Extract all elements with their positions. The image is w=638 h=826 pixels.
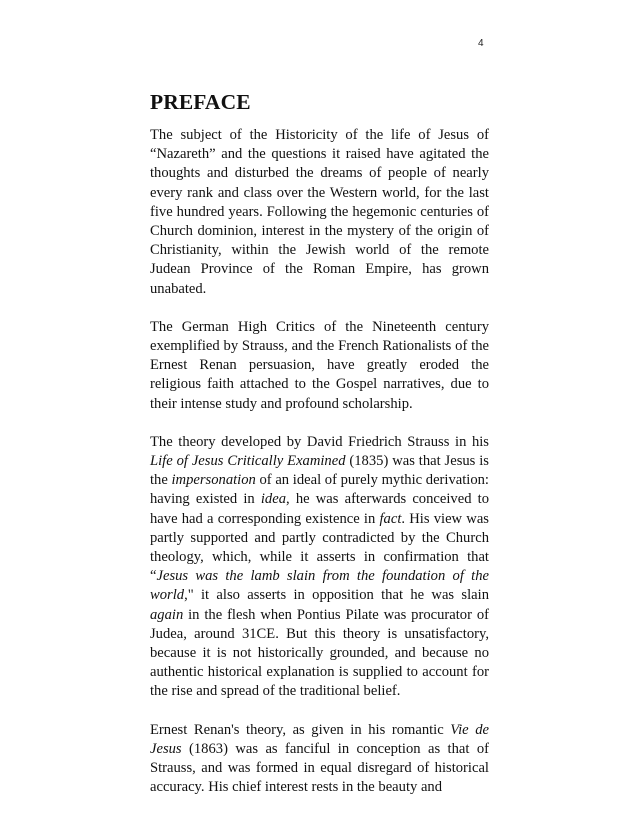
paragraph-text: (1835) was that Jesus is the	[150, 453, 489, 489]
italic-text: idea	[260, 491, 287, 508]
paragraph-text: , he was afterwards conceived to have had a corresponding existence in	[150, 491, 489, 527]
paragraph-list	[150, 126, 489, 798]
italic-text: Jesus was the lamb slain from the foundation of the world	[150, 568, 489, 604]
body-paragraph	[150, 721, 489, 798]
paragraph-text: of an ideal of purely mythic derivation: having existed in	[150, 472, 489, 508]
body-paragraph	[150, 433, 489, 702]
paragraph-text: ," it also asserts in opposition that he was slain	[184, 587, 489, 604]
paragraph-text: in the flesh when Pontius Pilate was procurator of Judea, around 31CE. But this theory is unsatisfactory, because it is not historically grounded, and because no authentic historical explanation is supplied to account for the rise and spread of the traditional belief.	[150, 606, 489, 700]
paragraph-text: The subject of the Historicity of the life of Jesus of “Nazareth” and the questions it raised have agitated the thoughts and disturbed the dreams of people of nearly every rank and class over the Western world, for the last five hundred years. Following the hegemonic centuries of Church dominion, interest in the mystery of the origin of Christianity, within the Jewish world of the remote Judean Province of the Roman Empire, has grown unabated.	[150, 127, 489, 297]
body-paragraph	[150, 318, 489, 414]
page-title: PREFACE	[150, 90, 251, 114]
paragraph-text: (1863) was as fanciful in conception as that of Strauss, and was formed in equal disregard of historical accuracy. His chief interest rests in the beauty and	[150, 740, 489, 796]
document-body	[150, 90, 489, 817]
italic-text: fact	[379, 510, 402, 527]
italic-text: again	[150, 606, 184, 623]
page-number: 4	[478, 38, 484, 49]
italic-text: impersonation	[171, 472, 256, 489]
paragraph-text: The German High Critics of the Nineteenth century exemplified by Strauss, and the French Rationalists of the Ernest Renan persuasion, have greatly eroded the religious faith attached to the Gospel narratives, due to their intense study and profound scholarship.	[150, 318, 489, 412]
italic-text: Vie de Jesus	[150, 721, 489, 757]
paragraph-text: . His view was partly supported and partly contradicted by the Church theology, which, while it asserts in confirmation that “	[150, 510, 489, 585]
italic-text: Life of Jesus Critically Examined	[150, 453, 346, 470]
paragraph-text: Ernest Renan's theory, as given in his romantic	[150, 721, 451, 738]
body-paragraph	[150, 126, 489, 299]
paragraph-text: The theory developed by David Friedrich Strauss in his	[150, 433, 489, 450]
